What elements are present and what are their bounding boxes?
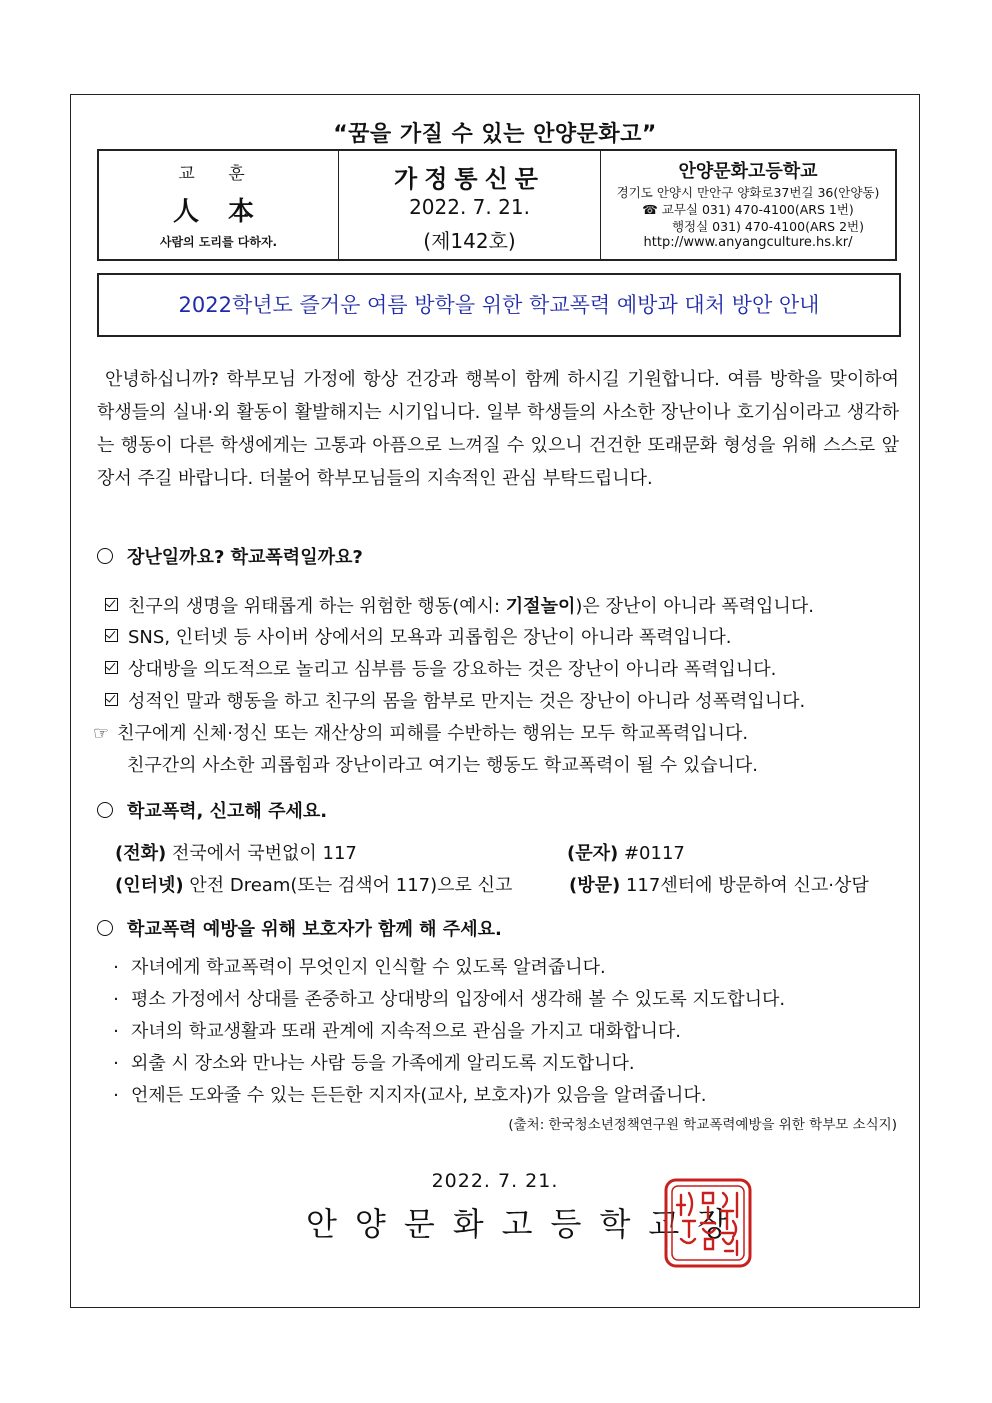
document-frame [70, 94, 920, 1308]
section-heading-3: 학교폭력 예방을 위해 보호자가 함께 해 주세요. [97, 915, 502, 941]
principal-signature: 안양문화고등학교장 [306, 1205, 747, 1243]
list-item: · 자녀의 학교생활과 또래 관계에 지속적으로 관심을 가지고 대화합니다. [113, 1021, 682, 1042]
motto: 人 本 [172, 197, 265, 227]
section-heading-1: 장난일까요? 학교폭력일까요? [97, 543, 363, 569]
school-website[interactable]: http://www.anyangculture.hs.kr/ [643, 235, 853, 250]
phone-admin: 행정실 031) 470-4100(ARS 2번) [671, 219, 864, 234]
footer-date: 2022. 7. 21. [431, 1170, 559, 1192]
notice-title: 2022학년도 즐거운 여름 방학을 위한 학교폭력 예방과 대처 방안 안내 [97, 273, 901, 337]
official-seal-icon [663, 1177, 753, 1269]
pointing-hand-icon: ☞ [93, 723, 110, 744]
intro-paragraph: 안녕하십니까? 학부모님 가정에 항상 건강과 행복이 함께 하시길 기원합니다. 여름 방학을 맞이하여 학생들의 실내·외 활동이 활발해지는 시기입니다. 일부 학생들의 사소한 장난이나 호기심이라고 생각하는 행동이 다른 학생에게는 고통과 아픔으로 느껴질 수 있으니 건건한 또래문화 형성을 위해 스스로 앞장서 주길 바랍니다. 더불어 학부모님들의 지속적인 관심 부탁드립니다. [97, 369, 899, 489]
report-visit: (방문) 117센터에 방문하여 신고·상담 [569, 875, 869, 896]
source-citation: (출처: 한국청소년정책연구원 학교폭력예방을 위한 학부모 소식지) [508, 1117, 897, 1133]
newsletter-title: 가정통신문 [394, 165, 545, 193]
circle-icon [97, 802, 113, 818]
report-sms: (문자) #0117 [567, 843, 685, 864]
newsletter-issue: (제142호) [423, 229, 516, 253]
note-line-2: 친구간의 사소한 괴롭힘과 장난이라고 여기는 행동도 학교폭력이 될 수 있습니다. [127, 755, 759, 776]
newsletter-date: 2022. 7. 21. [409, 195, 530, 219]
checklist-item: 친구의 생명을 위태롭게 하는 위험한 행동(예시: 기절놀이)은 장난이 아니라 폭력입니다. [105, 592, 814, 618]
newsletter-cell [339, 151, 601, 259]
list-item: · 언제든 도와줄 수 있는 든든한 지지자(교사, 보호자)가 있음을 알려줍니다. [113, 1085, 707, 1106]
checklist-item: 성적인 말과 행동을 하고 친구의 몸을 함부로 만지는 것은 장난이 아니라 성폭력입니다. [105, 687, 805, 713]
report-phone: (전화) 전국에서 국번없이 117 [115, 843, 357, 864]
list-item: · 외출 시 장소와 만나는 사람 등을 가족에게 알리도록 지도합니다. [113, 1053, 635, 1074]
report-internet: (인터넷) 안전 Dream(또는 검색어 117)으로 신고 [115, 875, 513, 896]
motto-label: 교 훈 [178, 164, 259, 184]
checkbox-checked-icon [105, 693, 118, 706]
school-name: 안양문화고등학교 [678, 161, 818, 182]
list-item: · 자녀에게 학교폭력이 무엇인지 인식할 수 있도록 알려줍니다. [113, 957, 606, 978]
note-line-1: ☞ 친구에게 신체·정신 또는 재산상의 피해를 수반하는 행위는 모두 학교폭력입니다. [93, 723, 749, 744]
letterhead [97, 149, 897, 261]
checkbox-checked-icon [105, 598, 118, 611]
slogan: “꿈을 가질 수 있는 안양문화고” [333, 122, 657, 147]
motto-cell [99, 151, 339, 259]
section-heading-2: 학교폭력, 신고해 주세요. [97, 797, 327, 823]
checkbox-checked-icon [105, 661, 118, 674]
checklist-item: SNS, 인터넷 등 사이버 상에서의 모욕과 괴롭힘은 장난이 아니라 폭력입니다. [105, 623, 732, 649]
motto-subtitle: 사람의 도리를 다하자. [159, 235, 278, 249]
phone-office: ☎ 교무실 031) 470-4100(ARS 1번) [642, 202, 854, 217]
school-address: 경기도 안양시 만안구 양화로37번길 36(안양동) [616, 185, 880, 200]
circle-icon [97, 548, 113, 564]
circle-icon [97, 920, 113, 936]
list-item: · 평소 가정에서 상대를 존중하고 상대방의 입장에서 생각해 볼 수 있도록 지도합니다. [113, 989, 786, 1010]
school-info-cell [601, 151, 895, 259]
checklist-item: 상대방을 의도적으로 놀리고 심부름 등을 강요하는 것은 장난이 아니라 폭력입니다. [105, 655, 776, 681]
checkbox-checked-icon [105, 629, 118, 642]
